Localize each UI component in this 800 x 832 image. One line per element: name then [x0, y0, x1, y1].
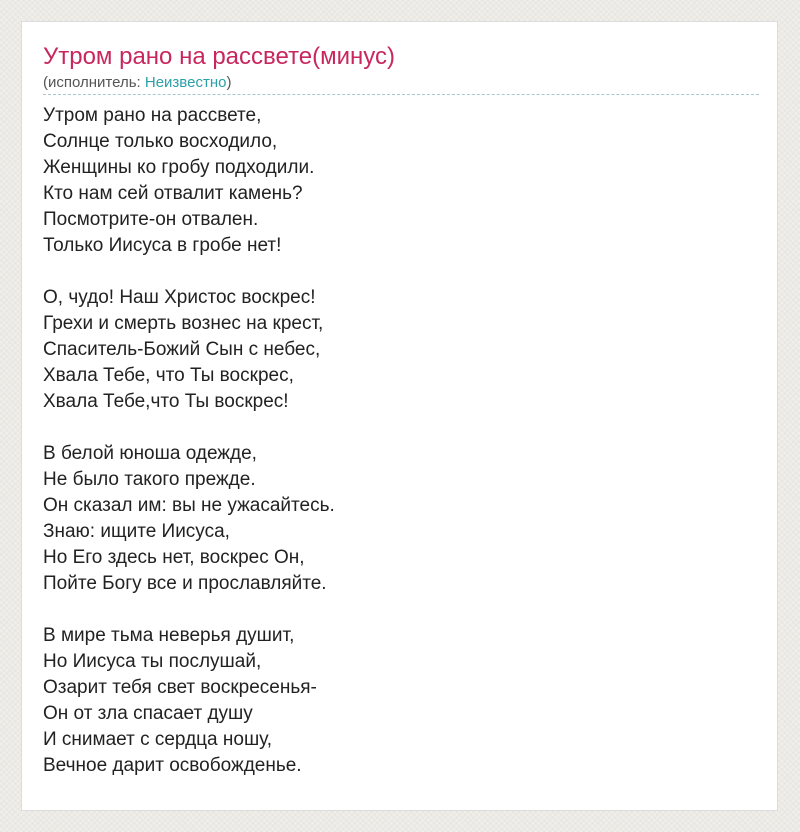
lyric-line: Пойте Богу все и прославляйте. [43, 573, 327, 594]
lyric-line: Но Иисуса ты послушай, [43, 651, 262, 672]
lyric-line: Женщины ко гробу подходили. [43, 157, 315, 178]
stanza [43, 103, 335, 259]
stanza [43, 285, 335, 415]
lyric-line: Солнце только восходило, [43, 131, 278, 152]
artist-suffix: ) [226, 74, 232, 91]
lyric-line: В мире тьма неверья душит, [43, 625, 295, 646]
lyric-line: Озарит тебя свет воскресенья- [43, 677, 317, 698]
lyric-line: Только Иисуса в гробе нет! [43, 235, 282, 256]
stanza [43, 623, 335, 779]
lyric-line: Не было такого прежде. [43, 469, 256, 490]
lyric-line: В белой юноша одежде, [43, 443, 257, 464]
lyric-line: Грехи и смерть вознес на крест, [43, 313, 324, 334]
dashed-divider [43, 94, 759, 95]
lyrics-text [43, 103, 335, 779]
lyric-line: О, чудо! Наш Христос воскрес! [43, 287, 316, 308]
lyric-line: Посмотрите-он отвален. [43, 209, 259, 230]
lyric-line: Знаю: ищите Иисуса, [43, 521, 230, 542]
lyric-line: Вечное дарит освобожденье. [43, 755, 302, 776]
artist-link[interactable]: Неизвестно [144, 74, 227, 91]
stanza [43, 441, 335, 597]
lyric-line: Хвала Тебе,что Ты воскрес! [43, 391, 289, 412]
artist-prefix: (исполнитель: [43, 74, 145, 91]
lyric-line: Кто нам сей отвалит камень? [43, 183, 303, 204]
song-title: Утром рано на рассвете(минус) [43, 43, 396, 70]
artist-line [43, 73, 231, 93]
lyric-line: Хвала Тебе, что Ты воскрес, [43, 365, 294, 386]
lyric-line: Утром рано на рассвете, [43, 105, 262, 126]
lyric-line: Но Его здесь нет, воскрес Он, [43, 547, 305, 568]
lyrics-card [21, 21, 778, 811]
lyric-line: Он сказал им: вы не ужасайтесь. [43, 495, 335, 516]
lyric-line: И снимает с сердца ношу, [43, 729, 273, 750]
lyric-line: Спаситель-Божий Сын с небес, [43, 339, 321, 360]
lyric-line: Он от зла спасает душу [43, 703, 253, 724]
